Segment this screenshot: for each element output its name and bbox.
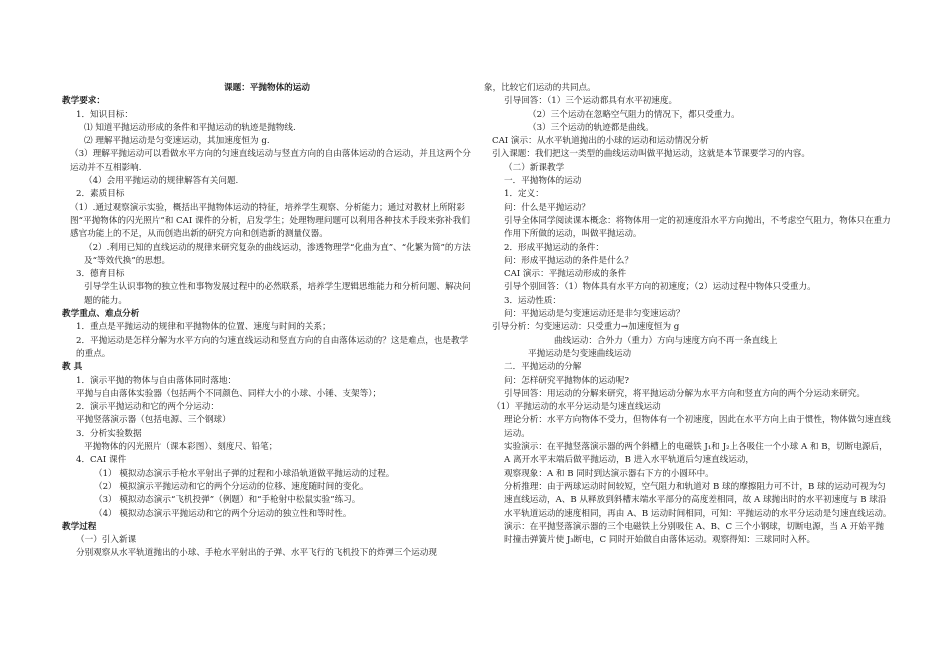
text-line: 平抛运动是匀变速曲线运动 bbox=[528, 348, 632, 359]
text-line: 分析推理：由于两球运动时间较短，空气阻力和轨道对 B 球的摩擦阻力可不计，B 球的运动可视为匀速直线运动，A、B 从释放到斜槽末端水平部分的高度差相同，故 A 球抛出时的水平初速度与 B 球沿水平轨道运动的速度相同，再由 A、B 运动时间相同，可知：平抛运动的水平分运动是匀速直线运动。 bbox=[504, 481, 892, 519]
text-line: 象，比较它们运动的共同点。 bbox=[484, 83, 596, 93]
page-title: 课题：平抛物体的运动 bbox=[224, 83, 310, 93]
text-line: 1．演示平抛的物体与自由落体同时落地： bbox=[76, 375, 237, 386]
text-line: （1）.通过观察演示实验，概括出平抛物体运动的特征，培养学生观察、分析能力；通过对教材上所附彩图“平抛物体的闪光照片”和 CAI 课件的分析，启发学生；处理物理问题可以利用各种技术手段来弥补我们感官功能上的不足，从而创造出新的研究方向和创造新的测量仪器。 bbox=[70, 202, 470, 240]
text-line: （3）三个运动的轨迹都是曲线。 bbox=[528, 122, 654, 133]
text-line: CAI 演示：从水平轨道抛出的小球的运动和运动情况分析 bbox=[492, 136, 709, 147]
text-line: （1）平抛运动的水平分运动是匀速直线运动 bbox=[492, 402, 661, 413]
text-line: 1．重点是平抛运动的规律和平抛物体的位置、速度与时间的关系； bbox=[76, 322, 331, 333]
text-line: 引入课题：我们把这一类型的曲线运动叫做平抛运动，这就是本节课要学习的内容。 bbox=[492, 149, 810, 160]
text-line: 引导学生认识事物的独立性和事物发展过程中的必然联系，培养学生逻辑思维能力和分析问题、解决问题的能力。 bbox=[84, 282, 471, 306]
text-line: 2．素质目标 bbox=[76, 189, 125, 200]
text-line: （2）.利用已知的直线运动的规律来研究复杂的曲线运动，渗透物理学“化曲为直”、“化繁为简”的方法及“等效代换”的思想。 bbox=[84, 242, 471, 266]
text-line: 3．德育目标 bbox=[76, 269, 125, 280]
text-line: 1．知识目标： bbox=[76, 109, 134, 120]
text-line: 二．平抛运动的分解 bbox=[504, 362, 582, 373]
text-line: （3） 模拟动态演示“飞机投弹”（例题）和“手枪射中松鼠实验”练习。 bbox=[94, 495, 361, 506]
text-line: 平抛物体的闪光照片（课本彩图）、刻度尺、铅笔； bbox=[84, 442, 278, 453]
text-line: 2．演示平抛运动和它的两个分运动： bbox=[76, 402, 219, 413]
text-line: 引导回答：（1）三个运动都具有水平初速度。 bbox=[504, 96, 678, 107]
text-line: （1） 模拟动态演示手枪水平射出子弹的过程和小球沿轨道做平抛运动的过程。 bbox=[94, 468, 395, 479]
text-line: （3）理解平抛运动可以看做水平方向的匀速直线运动与竖直方向的自由落体运动的合运动，并且这两个分运动并不互相影响. bbox=[70, 149, 471, 173]
text-line: （二）新课教学 bbox=[504, 162, 565, 173]
left-column bbox=[62, 82, 472, 561]
text-line: ⑴ 知道平抛运动形成的条件和平抛运动的轨迹是抛物线. bbox=[84, 122, 296, 133]
section-heading: 教学重点、难点分析 bbox=[62, 309, 140, 320]
text-line: （2） 模拟演示平抛运动和它的两个分运动的位移、速度随时间的变化。 bbox=[94, 481, 369, 492]
text-line: 引导个别回答：（1）物体具有水平方向的初速度；（2）运动过程中物体只受重力。 bbox=[504, 282, 816, 293]
text-line: （4） 模拟动态演示平抛运动和它的两个分运动的独立性和等时性。 bbox=[94, 508, 352, 519]
section-heading: 教学过程 bbox=[62, 521, 97, 532]
text-line: 实验演示：在平抛竖落演示器的两个斜槽上的电磁铁 J₁和 J₂上各吸住一个小球 A 和 B，切断电源后，A 离开水平末端后做平抛运动，B 进入水平轨道后匀速直线运动， bbox=[504, 442, 888, 466]
text-line: 问：什么是平抛运动？ bbox=[504, 202, 590, 213]
text-line: 问：怎样研究平抛物体的运动呢? bbox=[504, 375, 629, 386]
text-line: 2．形成平抛运动的条件： bbox=[504, 242, 604, 253]
text-line: 1．定义： bbox=[504, 189, 544, 200]
text-line: 理论分析：水平方向物体不受力，但物体有一个初速度，因此在水平方向上由于惯性，物体做匀速直线运动。 bbox=[504, 415, 891, 439]
text-line: 分别观察从水平轨道抛出的小球、手枪水平射出的子弹、水平飞行的飞机投下的炸弹三个运动现 bbox=[76, 548, 437, 559]
text-line: 引导分析：匀变速运动：只受重力→加速度恒为 g bbox=[492, 322, 680, 333]
text-line: 演示：在平抛竖落演示器的三个电磁铁上分别吸住 A、B、C 三个小钢球，切断电源，当 A 开始平抛时撞击弹簧片使 J₃断电，C 同时开始做自由落体运动。观察得知：三球同时入杯。 bbox=[504, 521, 884, 546]
text-line: 引导全体同学阅读课本概念：将物体用一定的初速度沿水平方向抛出，不考虑空气阻力，物体只在重力作用下所做的运动，叫做平抛运动。 bbox=[504, 215, 891, 240]
text-line: （2）三个运动在忽略空气阻力的情况下，都只受重力。 bbox=[528, 109, 740, 120]
text-line: 平抛竖落演示器（包括电源、三个钢球） bbox=[76, 415, 231, 426]
section-heading: 教学要求： bbox=[62, 96, 105, 107]
text-line: 3．分析实验数据 bbox=[76, 428, 142, 439]
text-line: 引导回答：用运动的分解来研究，将平抛运动分解为水平方向和竖直方向的两个分运动来研究。 bbox=[504, 388, 865, 399]
text-line: 4．CAI 课件 bbox=[76, 455, 127, 466]
text-line: 一．平抛物体的运动 bbox=[504, 176, 582, 187]
text-line: 问：形成平抛运动的条件是什么？ bbox=[504, 255, 633, 266]
section-heading: 教 具 bbox=[62, 362, 83, 373]
right-column bbox=[484, 82, 892, 547]
text-line: （一）引入新课 bbox=[76, 535, 137, 546]
text-line: （4）会用平抛运动的规律解答有关问题. bbox=[84, 176, 239, 187]
text-line: CAI 演示：平抛运动形成的条件 bbox=[504, 269, 627, 280]
text-line: 3．运动性质： bbox=[504, 295, 562, 306]
text-line: 问：平抛运动是匀变速运动还是非匀变速运动？ bbox=[504, 309, 685, 320]
text-line: 平抛与自由落体实验器（包括两个不同颜色、同样大小的小球、小锤、支架等）； bbox=[76, 388, 382, 399]
text-line: ⑵ 理解平抛运动是匀变速运动，其加速度恒为 g. bbox=[84, 136, 270, 147]
text-line: 曲线运动：合外力（重力）方向与速度方向不再一条直线上 bbox=[554, 335, 778, 346]
text-line: 观察现象：A 和 B 同时到达演示器右下方的小圆环中。 bbox=[504, 468, 714, 479]
text-line: 2．平抛运动是怎样分解为水平方向的匀速直线运动和竖直方向的自由落体运动的？这是难点，也是教学的重点。 bbox=[76, 335, 469, 359]
